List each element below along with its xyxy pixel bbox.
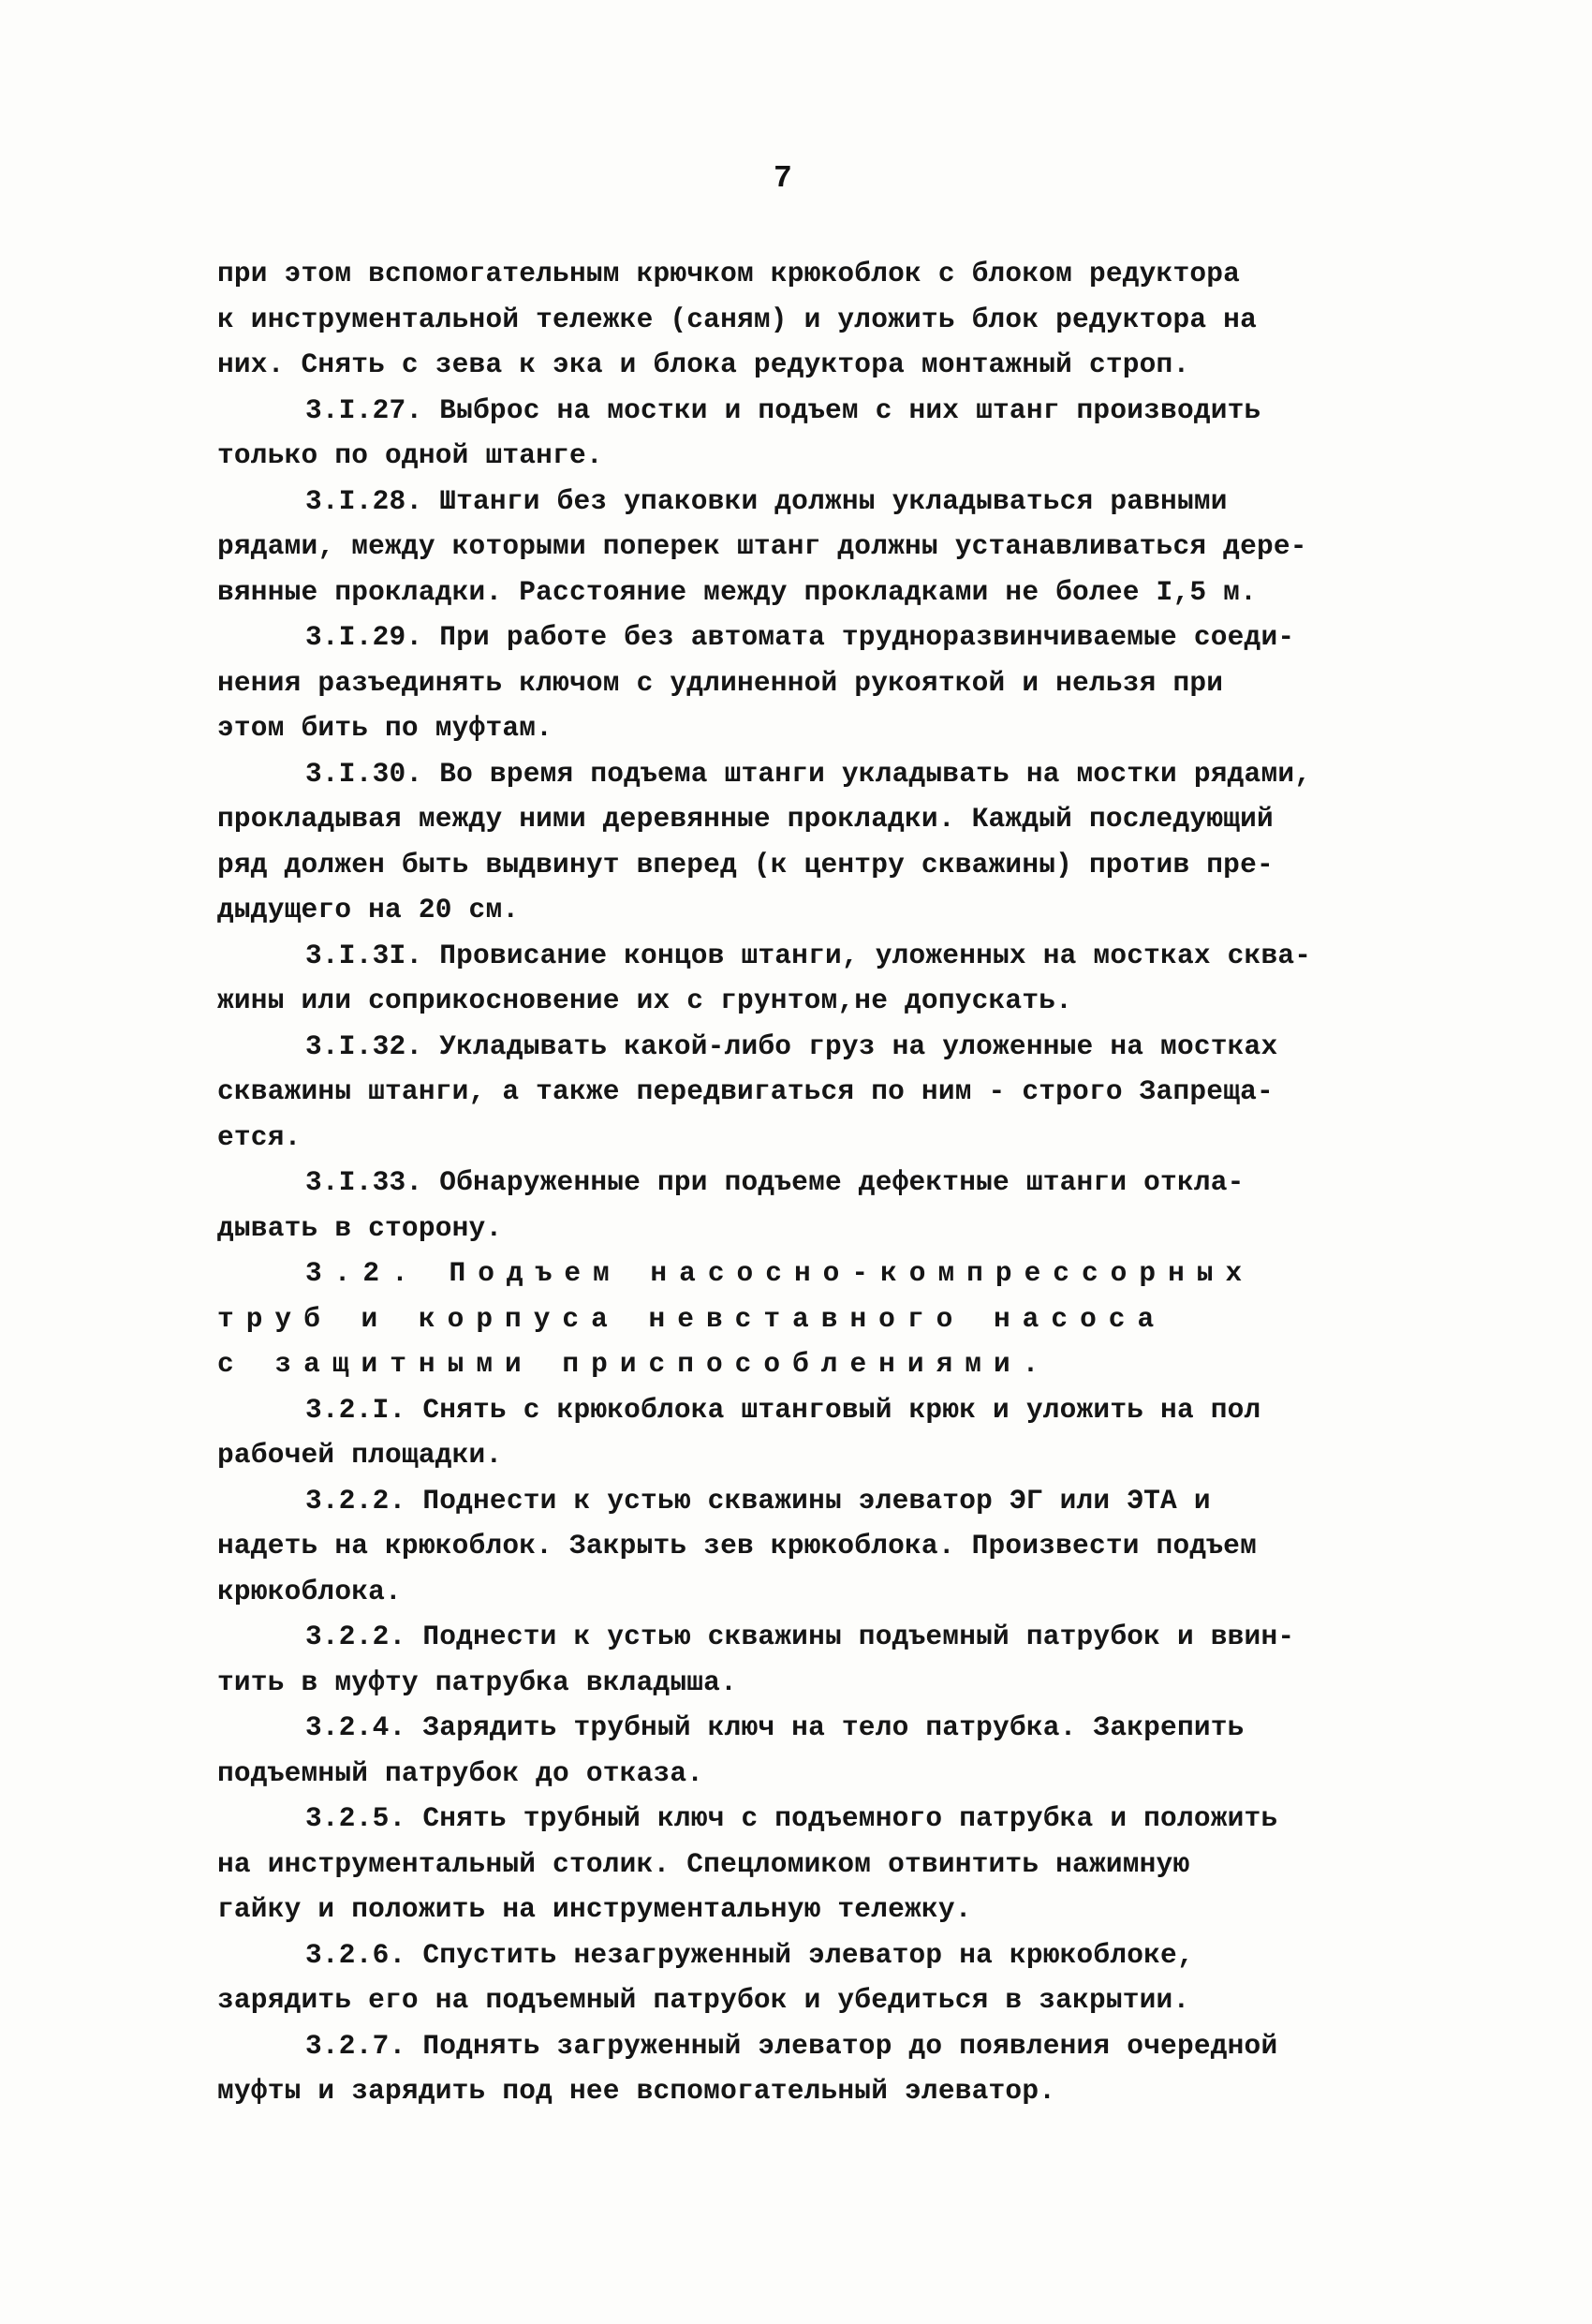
text-line: 3.2.2. Поднести к устью скважины подъемный патрубок и ввин- <box>305 1621 1295 1652</box>
text-line: с защитными приспособлениями. <box>217 1348 1052 1380</box>
text-line: 3.2.4. Зарядить трубный ключ на тело патрубка. Закрепить <box>305 1711 1245 1743</box>
text-line: дывать в сторону. <box>217 1211 503 1244</box>
text-line: 3.I.33. Обнаруженные при подъеме дефектные штанги откла- <box>305 1166 1245 1198</box>
text-line: вянные прокладки. Расстояние между прокладками не более I,5 м. <box>217 575 1257 608</box>
text-line: ряд должен быть выдвинут вперед (к центру скважины) против пре- <box>217 848 1274 881</box>
text-line: крюкоблока. <box>217 1575 402 1607</box>
text-line: 3.2.6. Спустить незагруженный элеватор на крюкоблоке, <box>305 1938 1194 1971</box>
text-line: нения разъединять ключом с удлиненной рукояткой и нельзя при <box>217 666 1224 699</box>
page-number: 7 <box>774 161 792 196</box>
text-line: 3.2.5. Снять трубный ключ с подъемного патрубка и положить <box>305 1802 1278 1834</box>
text-line: 3.2.2. Поднести к устью скважины элеватор ЭГ или ЭТА и <box>305 1484 1211 1517</box>
text-line: ется. <box>217 1120 302 1153</box>
text-line: 3.I.30. Во время подъема штанги укладывать на мостки рядами, <box>305 757 1312 790</box>
text-line: прокладывая между ними деревянные прокладки. Каждый последующий <box>217 803 1274 835</box>
text-line: рядами, между которыми поперек штанг должны устанавливаться дере- <box>217 530 1307 562</box>
text-line: тить в муфту патрубка вкладыша. <box>217 1665 737 1698</box>
text-line: к инструментальной тележке (саням) и уложить блок редуктора на <box>217 303 1257 335</box>
text-line: на инструментальный столик. Спецломиком отвинтить нажимную <box>217 1847 1190 1880</box>
text-line: этом бить по муфтам. <box>217 712 553 744</box>
text-line: скважины штанги, а также передвигаться по ним - строго Запреща- <box>217 1075 1274 1107</box>
text-line: жины или соприкосновение их с грунтом,не допускать. <box>217 984 1073 1016</box>
document-body <box>217 251 1435 2114</box>
text-line: зарядить его на подъемный патрубок и убедиться в закрытии. <box>217 1984 1190 2016</box>
text-line: 3.2. Подъем насосно-компрессорных <box>305 1257 1255 1289</box>
text-line: труб и корпуса невставного насоса <box>217 1302 1167 1335</box>
text-line: 3.I.29. При работе без автомата трудноразвинчиваемые соеди- <box>305 621 1295 653</box>
text-line: 3.I.32. Укладывать какой-либо груз на уложенные на мостках <box>305 1029 1278 1062</box>
text-line: дыдущего на 20 см. <box>217 894 520 925</box>
text-line: подъемный патрубок до отказа. <box>217 1756 704 1789</box>
text-line: при этом вспомогательным крючком крюкоблок с блоком редуктора <box>217 258 1241 289</box>
text-line: рабочей площадки. <box>217 1439 503 1471</box>
text-line: муфты и зарядить под нее вспомогательный элеватор. <box>217 2075 1056 2107</box>
text-line: надеть на крюкоблок. Закрыть зев крюкоблока. Произвести подъем <box>217 1530 1257 1562</box>
text-line: них. Снять с зева к эка и блока редуктора монтажный строп. <box>217 348 1190 380</box>
text-line: 3.2.I. Снять с крюкоблока штанговый крюк и уложить на пол <box>305 1393 1261 1426</box>
text-line: 3.I.28. Штанги без упаковки должны укладываться равными <box>305 484 1228 517</box>
text-line: 3.I.3I. Провисание концов штанги, уложенных на мостках сква- <box>305 939 1312 971</box>
text-line: только по одной штанге. <box>217 439 603 471</box>
text-line: гайку и положить на инструментальную тележку. <box>217 1893 972 1925</box>
text-line: 3.I.27. Выброс на мостки и подъем с них штанг производить <box>305 393 1261 426</box>
text-line: 3.2.7. Поднять загруженный элеватор до появления очередной <box>305 2029 1278 2062</box>
